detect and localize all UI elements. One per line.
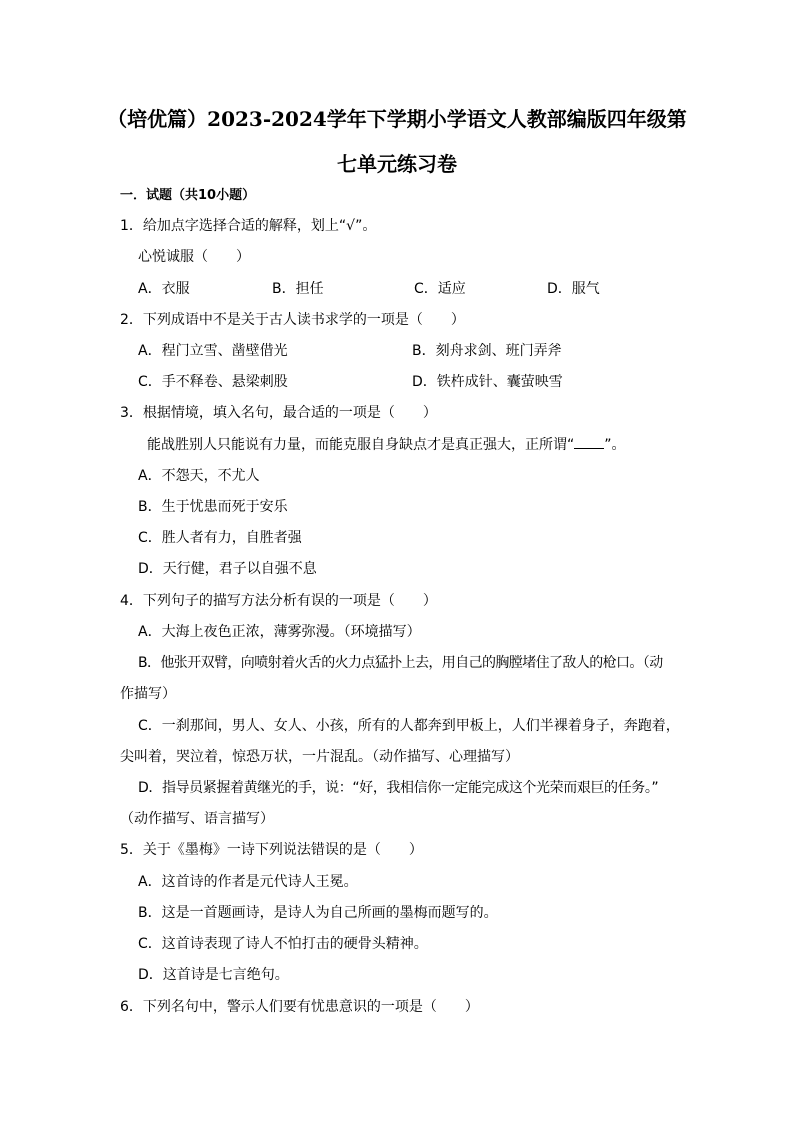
- question-5-option-d: D．这首诗是七言绝句。: [138, 967, 289, 983]
- question-2-option-c: C．手不释卷、悬梁刺股: [138, 374, 288, 390]
- question-3-option-a: A．不怨天，不尤人: [138, 468, 260, 484]
- question-1-option-d: D．服气: [547, 281, 600, 297]
- question-2-option-a: A．程门立雪、凿壁借光: [138, 343, 288, 359]
- question-2-option-d: D．铁杵成针、囊萤映雪: [412, 374, 563, 390]
- question-3-option-d: D．天行健，君子以自强不息: [138, 561, 317, 577]
- question-5-stem: 5．关于《墨梅》一诗下列说法错误的是（ ）: [120, 842, 423, 858]
- question-3-option-b: B．生于忧患而死于安乐: [138, 499, 288, 515]
- document-title-line1: （培优篇）2023-2024学年下学期小学语文人教部编版四年级第: [107, 107, 687, 131]
- question-2-stem: 2．下列成语中不是关于古人读书求学的一项是（ ）: [120, 312, 465, 328]
- question-6-stem: 6．下列名句中，警示人们要有忧患意识的一项是（ ）: [120, 999, 479, 1015]
- question-1-option-c: C．适应: [414, 281, 466, 297]
- question-1-sub: 心悦诚服（ ）: [138, 249, 250, 265]
- question-4-stem: 4．下列句子的描写方法分析有误的一项是（ ）: [120, 593, 437, 609]
- question-4-option-a: A．大海上夜色正浓，薄雾弥漫。（环境描写）: [138, 624, 421, 640]
- document-title-line2: 七单元练习卷: [337, 152, 457, 176]
- question-4-option-b-line2: 作描写）: [120, 686, 176, 702]
- question-4-option-d-line1: D．指导员紧握着黄继光的手，说：“好，我相信你一定能完成这个光荣而艰巨的任务。”: [138, 780, 659, 796]
- question-5-option-a: A．这首诗的作者是元代诗人王冕。: [138, 874, 358, 890]
- question-2-option-b: B．刻舟求剑、班门弄斧: [412, 343, 562, 359]
- question-3-context-end: ”。: [604, 437, 626, 453]
- question-1-option-b: B．担任: [272, 281, 324, 297]
- question-1-option-a: A．衣服: [138, 281, 190, 297]
- question-1-stem: 1．给加点字选择合适的解释，划上“√”。: [120, 218, 377, 234]
- question-5-option-c: C．这首诗表现了诗人不怕打击的硬骨头精神。: [138, 936, 428, 952]
- question-4-option-d-line2: （动作描写、语言描写）: [120, 811, 274, 827]
- question-4-option-c-line2: 尖叫着，哭泣着，惊恐万状，一片混乱。（动作描写、心理描写）: [120, 749, 519, 765]
- section-heading: 一．试题（共10小题）: [120, 188, 256, 203]
- question-3-option-c: C．胜人者有力，自胜者强: [138, 530, 302, 546]
- question-3-context: [147, 434, 626, 455]
- question-3-context-start: 能战胜别人只能说有力量，而能克服自身缺点才是真正强大，正所谓“: [147, 437, 575, 453]
- question-4-option-b-line1: B．他张开双臂，向喷射着火舌的火力点猛扑上去，用自己的胸膛堵住了敌人的枪口。（动: [138, 655, 663, 671]
- question-3-stem: 3．根据情境，填入名句，最合适的一项是（ ）: [120, 405, 437, 421]
- answer-blank: [574, 434, 604, 449]
- question-5-option-b: B．这是一首题画诗，是诗人为自己所画的墨梅而题写的。: [138, 905, 498, 921]
- question-4-option-c-line1: C．一刹那间，男人、女人、小孩，所有的人都奔到甲板上，人们半裸着身子，奔跑着，: [138, 718, 680, 734]
